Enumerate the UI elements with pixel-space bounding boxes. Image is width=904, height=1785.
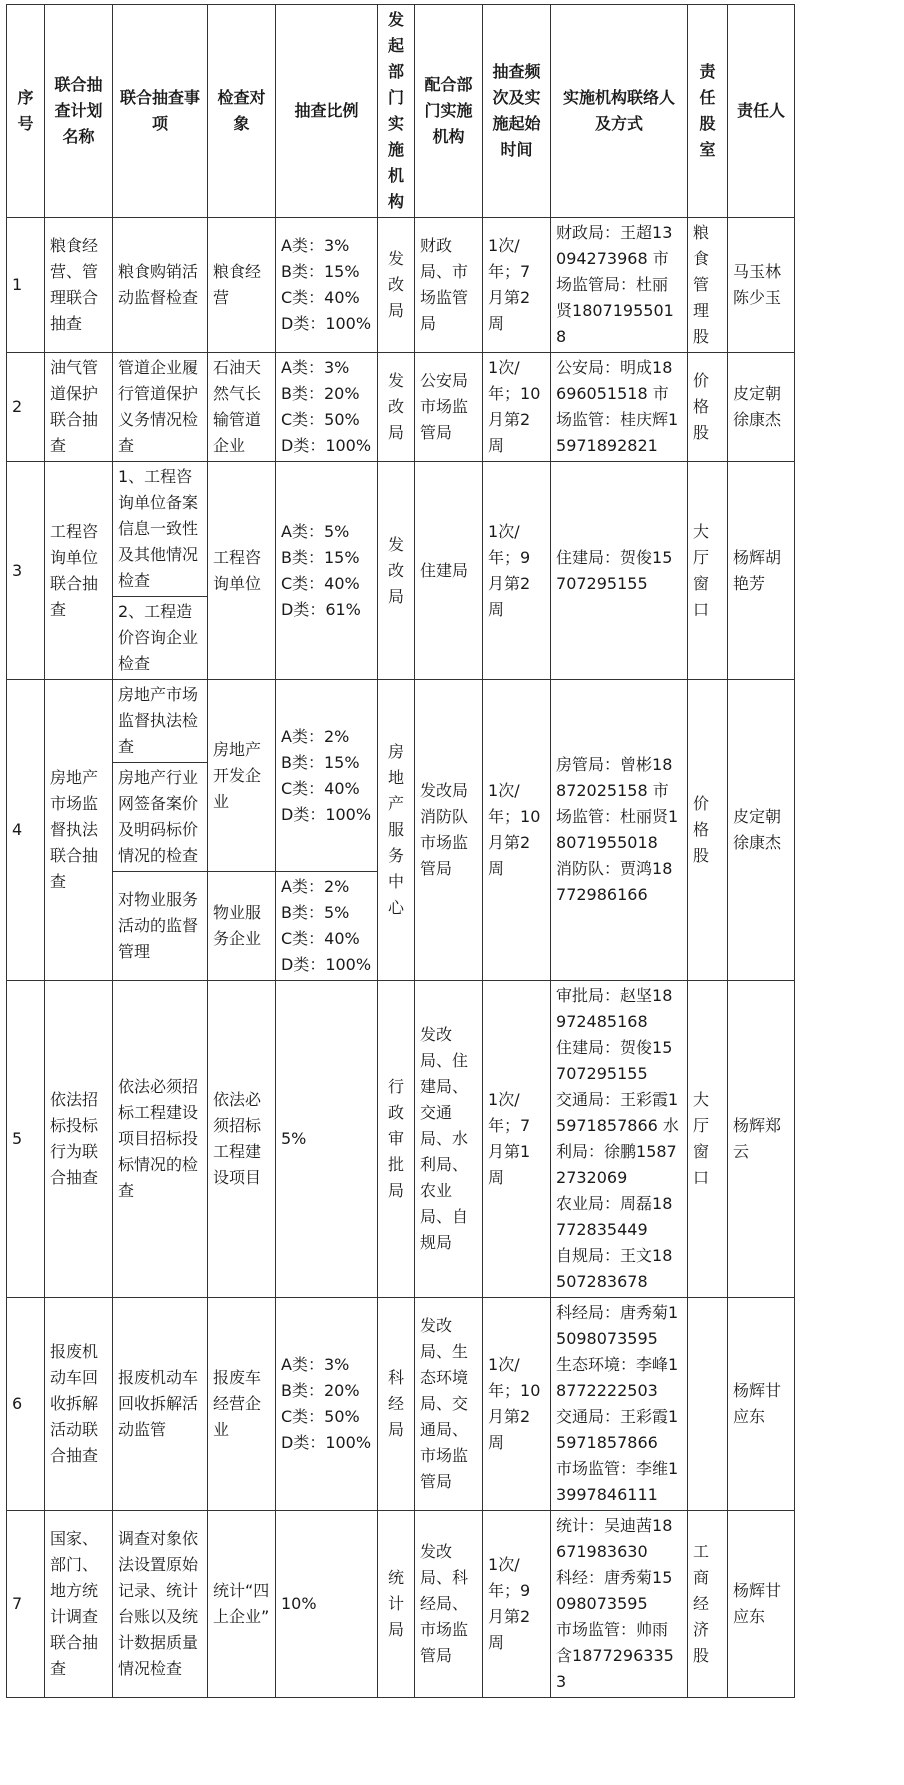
header-no: 序号 — [7, 5, 45, 218]
cell-ratio: 5% — [276, 981, 378, 1298]
cell-freq: 1次/年；10月第2周 — [483, 353, 551, 462]
cell-partner: 住建局 — [415, 462, 483, 680]
table-row — [7, 680, 795, 763]
cell-person: 皮定朝徐康杰 — [728, 353, 795, 462]
cell-partner: 发改局、住建局、交通局、水利局、农业局、自规局 — [415, 981, 483, 1298]
cell-item: 1、工程咨询单位备案信息一致性及其他情况检查 — [113, 462, 208, 597]
table-row — [7, 353, 795, 462]
cell-partner: 财政局、市场监管局 — [415, 218, 483, 353]
cell-contact: 审批局：赵坚18972485168 住建局：贺俊15707295155 交通局：王彩霞15971857866 水利局：徐鹏15872732069 农业局：周磊18772835449 自规局：王文18507283678 — [551, 981, 688, 1298]
cell-partner: 公安局市场监管局 — [415, 353, 483, 462]
cell-freq: 1次/年；7月第1周 — [483, 981, 551, 1298]
cell-initiator: 科经局 — [378, 1298, 415, 1511]
header-target: 检查对象 — [208, 5, 276, 218]
cell-person: 皮定朝徐康杰 — [728, 680, 795, 981]
cell-contact: 房管局：曾彬18872025158 市场监管：杜丽贤18071955018 消防队：贾鸿18772986166 — [551, 680, 688, 981]
header-partner: 配合部门实施机构 — [415, 5, 483, 218]
cell-office: 大厅窗口 — [688, 462, 728, 680]
cell-initiator: 发改局 — [378, 353, 415, 462]
cell-plan: 报废机动车回收拆解活动联合抽查 — [45, 1298, 113, 1511]
cell-item: 粮食购销活动监督检查 — [113, 218, 208, 353]
cell-no: 1 — [7, 218, 45, 353]
cell-plan: 粮食经营、管理联合抽查 — [45, 218, 113, 353]
cell-item: 调查对象依法设置原始记录、统计台账以及统计数据质量情况检查 — [113, 1511, 208, 1698]
cell-target: 依法必须招标工程建设项目 — [208, 981, 276, 1298]
cell-no: 5 — [7, 981, 45, 1298]
cell-ratio: A类：2% B类：5% C类：40% D类：100% — [276, 872, 378, 981]
cell-plan: 依法招标投标行为联合抽查 — [45, 981, 113, 1298]
cell-partner: 发改局 消防队 市场监管局 — [415, 680, 483, 981]
cell-item: 房地产行业网签备案价及明码标价情况的检查 — [113, 763, 208, 872]
table-row — [7, 981, 795, 1298]
cell-item: 报废机动车回收拆解活动监管 — [113, 1298, 208, 1511]
cell-item: 2、工程造价咨询企业检查 — [113, 597, 208, 680]
cell-target: 工程咨询单位 — [208, 462, 276, 680]
cell-no: 6 — [7, 1298, 45, 1511]
header-person: 责任人 — [728, 5, 795, 218]
cell-plan: 工程咨询单位联合抽查 — [45, 462, 113, 680]
cell-contact: 统计：吴迪茜18671983630 科经：唐秀菊15098073595 市场监管：帅雨含18772963353 — [551, 1511, 688, 1698]
cell-office: 价格股 — [688, 680, 728, 981]
cell-contact: 科经局：唐秀菊15098073595 生态环境：李峰18772222503 交通局：王彩霞15971857866 市场监管：李维13997846111 — [551, 1298, 688, 1511]
cell-person: 马玉林陈少玉 — [728, 218, 795, 353]
cell-ratio: 10% — [276, 1511, 378, 1698]
header-office: 责任股室 — [688, 5, 728, 218]
cell-item: 依法必须招标工程建设项目招标投标情况的检查 — [113, 981, 208, 1298]
header-plan: 联合抽查计划名称 — [45, 5, 113, 218]
cell-no: 7 — [7, 1511, 45, 1698]
cell-item: 管道企业履行管道保护义务情况检查 — [113, 353, 208, 462]
cell-person: 杨辉胡艳芳 — [728, 462, 795, 680]
cell-office: 价格股 — [688, 353, 728, 462]
table-row — [7, 462, 795, 597]
cell-initiator: 房地产服务中心 — [378, 680, 415, 981]
cell-no: 3 — [7, 462, 45, 680]
header-item: 联合抽查事项 — [113, 5, 208, 218]
document — [6, 4, 795, 1698]
cell-freq: 1次/年；7月第2周 — [483, 218, 551, 353]
cell-office: 粮食管理股 — [688, 218, 728, 353]
cell-plan: 房地产市场监督执法联合抽查 — [45, 680, 113, 981]
cell-target: 粮食经营 — [208, 218, 276, 353]
cell-target: 物业服务企业 — [208, 872, 276, 981]
cell-item: 房地产市场监督执法检查 — [113, 680, 208, 763]
cell-no: 4 — [7, 680, 45, 981]
header-initiator: 发起部门实施机构 — [378, 5, 415, 218]
cell-target: 石油天然气长输管道企业 — [208, 353, 276, 462]
cell-no: 2 — [7, 353, 45, 462]
cell-target: 房地产开发企业 — [208, 680, 276, 872]
cell-partner: 发改局、生态环境局、交通局、市场监管局 — [415, 1298, 483, 1511]
cell-partner: 发改局、科经局、市场监管局 — [415, 1511, 483, 1698]
cell-initiator: 统计局 — [378, 1511, 415, 1698]
cell-office: 工商经济股 — [688, 1511, 728, 1698]
header-row — [7, 5, 795, 218]
cell-initiator: 发改局 — [378, 462, 415, 680]
cell-office: 大厅窗口 — [688, 981, 728, 1298]
cell-contact: 财政局：王超13094273968 市场监管局：杜丽贤18071955018 — [551, 218, 688, 353]
inspection-plan-table — [6, 4, 795, 1698]
header-freq: 抽查频次及实施起始时间 — [483, 5, 551, 218]
header-ratio: 抽查比例 — [276, 5, 378, 218]
cell-person: 杨辉甘应东 — [728, 1298, 795, 1511]
cell-freq: 1次/年；9月第2周 — [483, 1511, 551, 1698]
cell-ratio: A类：3% B类：20% C类：50% D类：100% — [276, 353, 378, 462]
cell-person: 杨辉甘应东 — [728, 1511, 795, 1698]
cell-freq: 1次/年；10月第2周 — [483, 1298, 551, 1511]
table-row — [7, 1298, 795, 1511]
header-contact: 实施机构联络人及方式 — [551, 5, 688, 218]
cell-freq: 1次/年；10月第2周 — [483, 680, 551, 981]
cell-ratio: A类：5% B类：15% C类：40% D类：61% — [276, 462, 378, 680]
cell-initiator: 行政审批局 — [378, 981, 415, 1298]
cell-plan: 油气管道保护联合抽查 — [45, 353, 113, 462]
cell-ratio: A类：3% B类：15% C类：40% D类：100% — [276, 218, 378, 353]
cell-item: 对物业服务活动的监督管理 — [113, 872, 208, 981]
cell-person: 杨辉郑云 — [728, 981, 795, 1298]
cell-freq: 1次/年；9月第2周 — [483, 462, 551, 680]
cell-target: 统计“四上企业” — [208, 1511, 276, 1698]
cell-plan: 国家、部门、地方统计调查联合抽查 — [45, 1511, 113, 1698]
cell-contact: 公安局：明成18696051518 市场监管：桂庆辉15971892821 — [551, 353, 688, 462]
cell-ratio: A类：3% B类：20% C类：50% D类：100% — [276, 1298, 378, 1511]
cell-ratio: A类：2% B类：15% C类：40% D类：100% — [276, 680, 378, 872]
table-row — [7, 218, 795, 353]
cell-initiator: 发改局 — [378, 218, 415, 353]
cell-contact: 住建局：贺俊15707295155 — [551, 462, 688, 680]
cell-target: 报废车经营企业 — [208, 1298, 276, 1511]
table-row — [7, 1511, 795, 1698]
cell-office — [688, 1298, 728, 1511]
